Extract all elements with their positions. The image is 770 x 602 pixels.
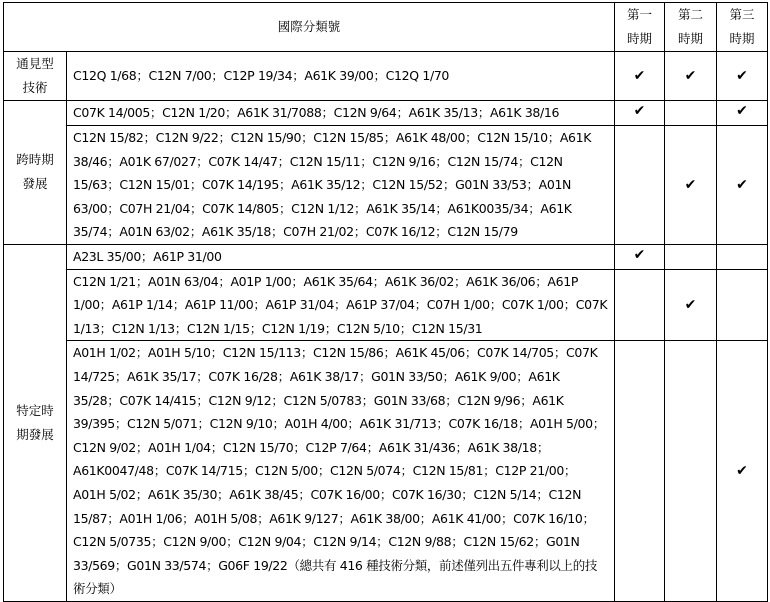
period-3-check (717, 126, 768, 245)
period-3-header: 第三 時期 (717, 3, 768, 52)
period-1-check (615, 101, 665, 126)
period-2-check (665, 244, 717, 269)
period-3-check (717, 101, 768, 126)
period-2-check (665, 341, 717, 602)
ipc-codes-cell: C12Q 1/68；C12N 7/00；C12P 19/34；A61K 39/00；C12Q 1/70 (67, 52, 615, 101)
table-row (4, 52, 768, 101)
period-1-check (615, 52, 665, 101)
check-icon: ✔ (736, 463, 748, 480)
period-1-header: 第一 時期 (615, 3, 665, 52)
check-icon: ✔ (684, 68, 697, 84)
period-2-check (665, 269, 717, 341)
header-row (4, 3, 768, 52)
ipc-codes-cell: C12N 1/21；A01N 63/04；A01P 1/00；A61K 35/64；A61K 36/02；A61K 36/06；A61P 1/00；A61P 1/14；A61P 11/00；A61P 31/04；A61P 37/04；C07H 1/00；C07K 1/00；C07K 1/13；C12N 1/13；C12N 1/15；C12N 1/19；C12N 5/10；C12N 15/31 (67, 269, 615, 341)
period-3-check (717, 244, 768, 269)
period-1-check (615, 269, 665, 341)
table-row (4, 126, 768, 245)
check-icon: ✔ (633, 68, 646, 84)
period-2-check (665, 52, 717, 101)
check-icon: ✔ (633, 103, 646, 119)
period-3-check (717, 52, 768, 101)
period-1-check (615, 126, 665, 245)
category-specific-period: 特定時 期發展 (4, 244, 67, 601)
check-icon: ✔ (736, 176, 748, 193)
check-icon: ✔ (684, 296, 697, 313)
ipc-codes-cell: A01H 1/02；A01H 5/10；C12N 15/113；C12N 15/86；A61K 45/06；C07K 14/705；C07K 14/725；A61K 35/17；C07K 16/28；A61K 38/17；G01N 33/50；A61K 9/00；A61K 35/28；C07K 14/415；C12N 9/12；C12N 5/0783；G01N 33/68；C12N 9/96；A61K 39/395；C12N 5/071；C12N 9/10；A01H 4/00；A61K 31/713；C07K 16/18；A01H 5/00；C12N 9/02；A01H 1/04；C12N 15/70；C12P 7/64；A61K 31/436；A61K 38/18；A61K0047/48；C07K 14/715；C12N 5/00；C12N 5/074；C12N 15/81；C12P 21/00；A01H 5/02；A61K 35/30；A61K 38/45；C07K 16/00；C07K 16/30；C12N 5/14；C12N 15/87；A01H 1/06；A01H 5/08；A61K 9/127；A61K 38/00；A61K 41/00；C07K 16/10；C12N 5/0735；C12N 9/00；C12N 9/04；C12N 9/14；C12N 9/88；C12N 15/62；G01N 33/569；G01N 33/574；G06F 19/22（總共有 416 種技術分類，前述僅列出五件專利以上的技術分類） (67, 341, 615, 602)
classification-header: 國際分類號 (4, 3, 615, 52)
check-icon: ✔ (736, 68, 748, 84)
period-3-check (717, 341, 768, 602)
period-1-check (615, 244, 665, 269)
table-row (4, 244, 768, 269)
period-1-check (615, 341, 665, 602)
ipc-period-table (3, 2, 768, 602)
check-icon: ✔ (684, 176, 697, 193)
category-general-tech: 通見型 技術 (4, 52, 67, 101)
table-row (4, 269, 768, 341)
ipc-codes-cell: C12N 15/82；C12N 9/22；C12N 15/90；C12N 15/85；A61K 48/00；C12N 15/10；A61K 38/46；A01K 67/027；C07K 14/47；C12N 15/11；C12N 9/16；C12N 15/74；C12N 15/63；C12N 15/01；C07K 14/195；A61K 35/12；C12N 15/52；G01N 33/53；A01N 63/00；C07H 21/04；C07K 14/805；C12N 1/12；A61K 35/14；A61K0035/34；A61K 35/74；A01N 63/02；A61K 35/18；C07H 21/02；C07K 16/12；C12N 15/79 (67, 126, 615, 245)
period-2-header: 第二 時期 (665, 3, 717, 52)
table-row (4, 341, 768, 602)
check-icon: ✔ (633, 246, 646, 263)
period-2-check (665, 126, 717, 245)
check-icon: ✔ (736, 103, 748, 119)
table-row (4, 101, 768, 126)
period-2-check (665, 101, 717, 126)
period-3-check (717, 269, 768, 341)
ipc-codes-cell: A23L 35/00；A61P 31/00 (67, 244, 615, 269)
ipc-codes-cell: C07K 14/005；C12N 1/20；A61K 31/7088；C12N 9/64；A61K 35/13；A61K 38/16 (67, 101, 615, 126)
category-cross-period: 跨時期 發展 (4, 101, 67, 245)
